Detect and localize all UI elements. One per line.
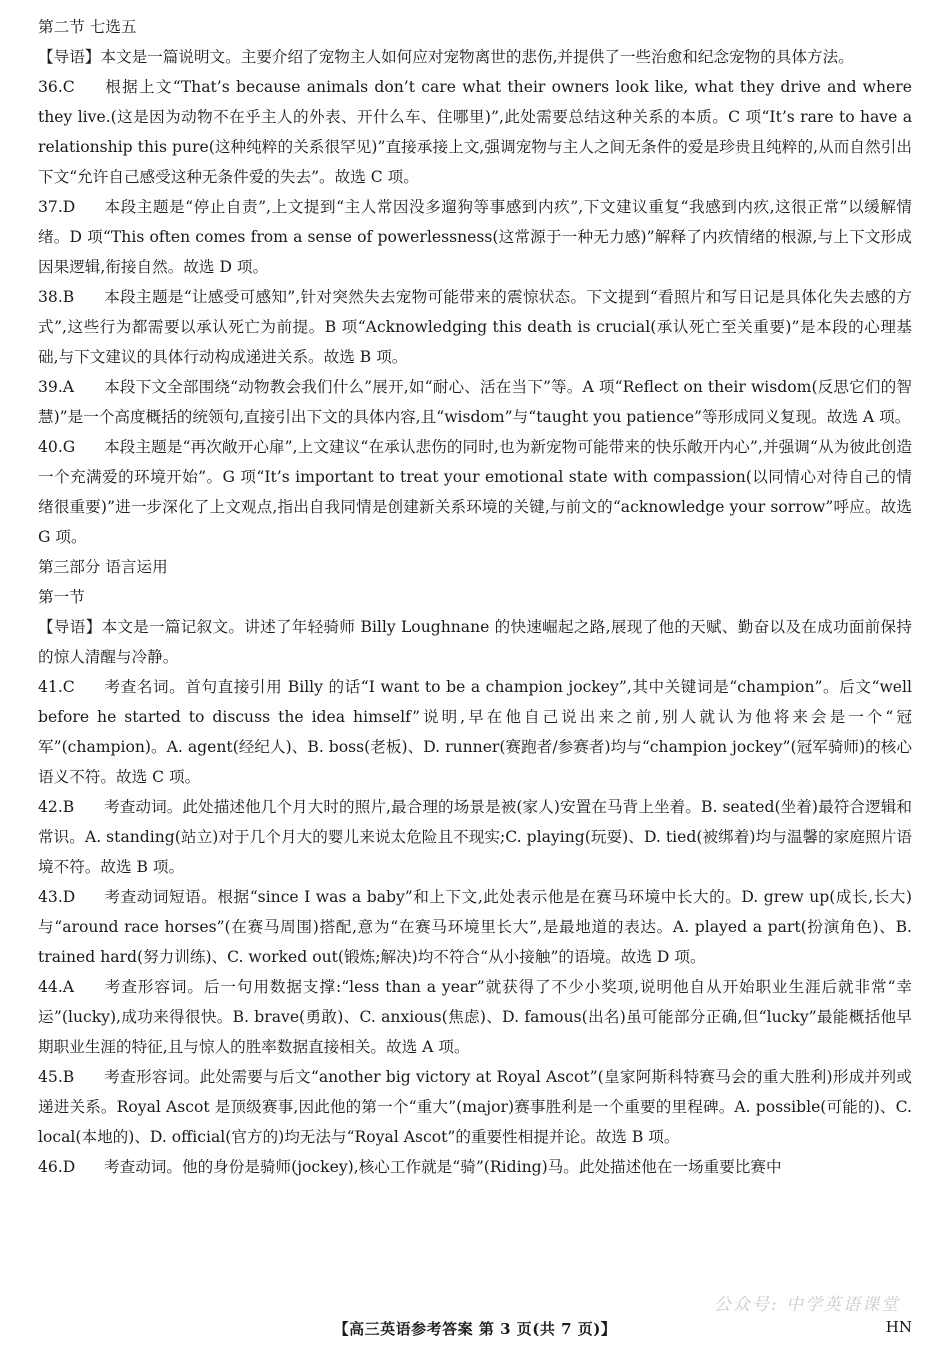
answer-number: 39.A bbox=[38, 378, 75, 396]
answer-item bbox=[38, 372, 912, 432]
answer-list-a bbox=[38, 72, 912, 552]
answer-item bbox=[38, 282, 912, 372]
answer-text: 本段主题是“再次敞开心扉”,上文建议“在承认悲伤的同时,也为新宠物可能带来的快乐敞开内心”,并强调“从为彼此创造一个充满爱的环境开始”。G 项“It’s important to treat your emotional state with compassion(以同情心对待自己的情绪很重要)”进一步深化了上文观点,指出自我同情是创建新关系环境的关键,与前文的“acknowledge your sorrow”呼应。故选 G 项。 bbox=[38, 438, 912, 546]
answer-item bbox=[38, 1062, 912, 1152]
answer-item bbox=[38, 792, 912, 882]
answer-number: 40.G bbox=[38, 438, 76, 456]
answer-item bbox=[38, 432, 912, 552]
subsection-heading: 第一节 bbox=[38, 588, 85, 606]
footer-region-code: HN bbox=[885, 1318, 912, 1336]
answer-number: 41.C bbox=[38, 678, 75, 696]
answer-text: 考查动词。此处描述他几个月大时的照片,最合理的场景是被(家人)安置在马背上坐着。B. seated(坐着)最符合逻辑和常识。A. standing(站立)对于几个月大的婴儿来说太危险且不现实;C. playing(玩耍)、D. tied(被绑着)均与温馨的家庭照片语境不符。故选 B 项。 bbox=[38, 798, 912, 876]
answer-number: 46.D bbox=[38, 1158, 76, 1176]
answer-number: 42.B bbox=[38, 798, 75, 816]
part-heading: 第三部分 语言运用 bbox=[38, 558, 168, 576]
answer-item bbox=[38, 972, 912, 1062]
answer-number: 43.D bbox=[38, 888, 76, 906]
watermark: 公众号: 中学英语课堂 bbox=[713, 1295, 900, 1315]
answer-item bbox=[38, 1152, 912, 1182]
answer-text: 考查动词。他的身份是骑师(jockey),核心工作就是“骑”(Riding)马。此处描述他在一场重要比赛中 bbox=[104, 1158, 782, 1176]
answer-page bbox=[38, 12, 912, 1182]
answer-text: 根据上文“That’s because animals don’t care what their owners look like, what they drive and where they live.(这是因为动物不在乎主人的外表、开什么车、住哪里)”,此处需要总结这种关系的本质。C 项“It’s rare to have a relationship this pure(这种纯粹的关系很罕见)”直接承接上文,强调宠物与主人之间无条件的爱是珍贵且纯粹的,从而自然引出下文“允许自己感受这种无条件爱的失去”。故选 C 项。 bbox=[38, 78, 912, 186]
answer-item bbox=[38, 192, 912, 282]
answer-text: 考查形容词。后一句用数据支撑:“less than a year”就获得了不少小奖项,说明他自从开始职业生涯后就非常“幸运”(lucky),成功来得很快。B. brave(勇敢)、C. anxious(焦虑)、D. famous(出名)虽可能部分正确,但“lucky”最能概括他早期职业生涯的特征,且与惊人的胜率数据直接相关。故选 A 项。 bbox=[38, 978, 912, 1056]
answer-number: 45.B bbox=[38, 1068, 75, 1086]
answer-text: 本段下文全部围绕“动物教会我们什么”展开,如“耐心、活在当下”等。A 项“Reflect on their wisdom(反思它们的智慧)”是一个高度概括的统领句,直接引出下文的具体内容,且“wisdom”与“taught you patience”等形成同义复现。故选 A 项。 bbox=[38, 378, 912, 426]
answer-number: 44.A bbox=[38, 978, 75, 996]
answer-number: 36.C bbox=[38, 78, 75, 96]
answer-item bbox=[38, 882, 912, 972]
answer-list-b bbox=[38, 672, 912, 1182]
section-heading: 第二节 七选五 bbox=[38, 18, 137, 36]
answer-item bbox=[38, 672, 912, 792]
page-footer bbox=[0, 1318, 950, 1344]
answer-text: 本段主题是“停止自责”,上文提到“主人常因没多遛狗等事感到内疚”,下文建议重复“我感到内疚,这很正常”以缓解情绪。D 项“This often comes from a sense of powerlessness(这常源于一种无力感)”解释了内疚情绪的根源,与上下文形成因果逻辑,衔接自然。故选 D 项。 bbox=[38, 198, 912, 276]
answer-text: 本段主题是“让感受可感知”,针对突然失去宠物可能带来的震惊状态。下文提到“看照片和写日记是具体化失去感的方式”,这些行为都需要以承认死亡为前提。B 项“Acknowledging this death is crucial(承认死亡至关重要)”是本段的心理基础,与下文建议的具体行动构成递进关系。故选 B 项。 bbox=[38, 288, 912, 366]
part-intro: 【导语】本文是一篇记叙文。讲述了年轻骑师 Billy Loughnane 的快速崛起之路,展现了他的天赋、勤奋以及在成功面前保持的惊人清醒与冷静。 bbox=[38, 618, 912, 666]
answer-number: 37.D bbox=[38, 198, 76, 216]
answer-text: 考查名词。首句直接引用 Billy 的话“I want to be a champion jockey”,其中关键词是“champion”。后文“well before he started to discuss the idea himself”说明,早在他自己说出来之前,别人就认为他将来会是一个“冠军”(champion)。A. agent(经纪人)、B. boss(老板)、D. runner(赛跑者/参赛者)均与“champion jockey”(冠军骑师)的核心语义不符。故选 C 项。 bbox=[38, 678, 912, 786]
section-intro: 【导语】本文是一篇说明文。主要介绍了宠物主人如何应对宠物离世的悲伤,并提供了一些治愈和纪念宠物的具体方法。 bbox=[38, 48, 854, 66]
answer-number: 38.B bbox=[38, 288, 75, 306]
footer-page-label: 【高三英语参考答案 第 3 页(共 7 页)】 bbox=[333, 1320, 617, 1338]
answer-item bbox=[38, 72, 912, 192]
answer-text: 考查形容词。此处需要与后文“another big victory at Royal Ascot”(皇家阿斯科特赛马会的重大胜利)形成并列或递进关系。Royal Ascot 是顶级赛事,因此他的第一个“重大”(major)赛事胜利是一个重要的里程碑。A. possible(可能的)、C. local(本地的)、D. official(官方的)均无法与“Royal Ascot”的重要性相提并论。故选 B 项。 bbox=[38, 1068, 912, 1146]
answer-text: 考查动词短语。根据“since I was a baby”和上下文,此处表示他是在赛马环境中长大的。D. grew up(成长,长大)与“around race horses”(在赛马周围)搭配,意为“在赛马环境里长大”,是最地道的表达。A. played a part(扮演角色)、B. trained hard(努力训练)、C. worked out(锻炼;解决)均不符合“从小接触”的语境。故选 D 项。 bbox=[38, 888, 912, 966]
